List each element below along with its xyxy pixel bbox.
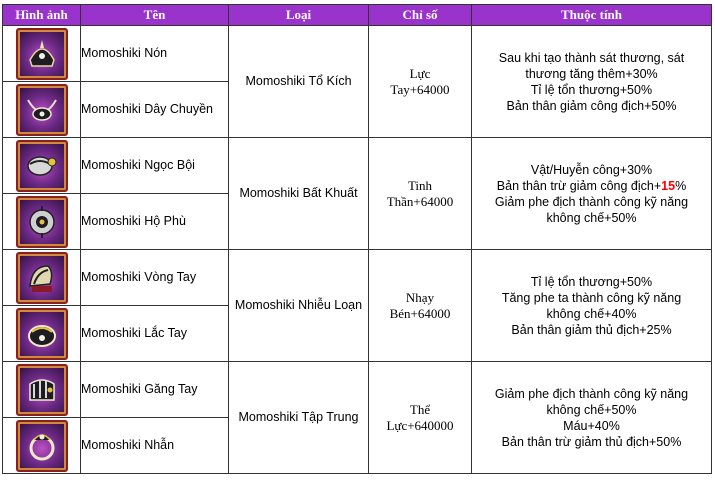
table-row — [3, 250, 712, 306]
item-attributes — [472, 26, 712, 138]
attribute-line: không chế+40% — [546, 306, 637, 321]
attribute-line: Bản thân giảm thủ địch+25% — [511, 322, 672, 337]
attribute-line: Giảm phe địch thành công kỹ năng — [494, 194, 689, 209]
stat-line: Thể — [409, 401, 431, 417]
stat-line: Bén+64000 — [389, 305, 451, 321]
item-attributes — [472, 138, 712, 250]
header-type: Loại — [229, 5, 369, 26]
item-image-cell — [3, 82, 81, 138]
table-row — [3, 138, 712, 194]
stat-line: Tinh — [407, 177, 433, 193]
header-row — [3, 5, 712, 26]
item-image-cell — [3, 306, 81, 362]
table-row — [3, 362, 712, 418]
item-type: Momoshiki Bất Khuất — [229, 138, 369, 250]
item-name: Momoshiki Lắc Tay — [81, 306, 229, 362]
attribute-line: Bản thân trừ giảm thủ địch+50% — [501, 434, 682, 449]
item-name: Momoshiki Dây Chuyền — [81, 82, 229, 138]
attribute-text: Bản thân trừ giảm công địch+ — [496, 178, 662, 193]
bracelet-icon — [16, 252, 68, 304]
item-stat — [369, 250, 472, 362]
table-row — [3, 26, 712, 82]
attribute-line — [472, 178, 711, 194]
glove-icon — [16, 364, 68, 416]
helmet-icon — [16, 28, 68, 80]
stat-line: Nhạy — [405, 289, 435, 305]
item-name: Momoshiki Nhẫn — [81, 418, 229, 474]
stat-line: Tay+64000 — [390, 81, 450, 97]
ring-icon — [16, 420, 68, 472]
attribute-line: Bản thân giảm công địch+50% — [506, 98, 677, 113]
item-name: Momoshiki Ngọc Bội — [81, 138, 229, 194]
item-name: Momoshiki Hộ Phù — [81, 194, 229, 250]
item-stat — [369, 26, 472, 138]
attribute-suffix: % — [675, 178, 687, 193]
header-image: Hình ảnh — [3, 5, 81, 26]
bangle-icon — [16, 308, 68, 360]
necklace-icon — [16, 84, 68, 136]
attribute-line: Tỉ lệ tổn thương+50% — [530, 274, 653, 289]
attribute-line: Sau khi tạo thành sát thương, sát — [498, 50, 685, 65]
stat-line: Lực+640000 — [386, 417, 454, 433]
header-stat: Chỉ số — [369, 5, 472, 26]
item-image-cell — [3, 138, 81, 194]
item-type: Momoshiki Nhiễu Loạn — [229, 250, 369, 362]
attribute-line: Tăng phe ta thành công kỹ năng — [501, 290, 682, 305]
item-type: Momoshiki Tổ Kích — [229, 26, 369, 138]
item-name: Momoshiki Vòng Tay — [81, 250, 229, 306]
attribute-line: không chế+50% — [546, 402, 637, 417]
stat-line: Lực — [409, 65, 431, 81]
item-name: Momoshiki Găng Tay — [81, 362, 229, 418]
pendant-icon — [16, 140, 68, 192]
attribute-line: không chế+50% — [546, 210, 637, 225]
item-stat — [369, 138, 472, 250]
item-image-cell — [3, 418, 81, 474]
item-image-cell — [3, 250, 81, 306]
attribute-line: Vật/Huyễn công+30% — [530, 162, 653, 177]
header-name: Tên — [81, 5, 229, 26]
attribute-line: thương tăng thêm+30% — [525, 66, 658, 81]
attribute-line: Máu+40% — [563, 418, 620, 433]
header-attribute: Thuộc tính — [472, 5, 712, 26]
stat-line: Thần+64000 — [386, 193, 454, 209]
item-stat — [369, 362, 472, 474]
attribute-line: Tỉ lệ tổn thương+50% — [530, 82, 653, 97]
item-attributes — [472, 362, 712, 474]
item-type: Momoshiki Tập Trung — [229, 362, 369, 474]
amulet-icon — [16, 196, 68, 248]
item-image-cell — [3, 362, 81, 418]
item-name: Momoshiki Nón — [81, 26, 229, 82]
item-image-cell — [3, 194, 81, 250]
item-image-cell — [3, 26, 81, 82]
equipment-table — [2, 4, 712, 474]
attribute-line: Giảm phe địch thành công kỹ năng — [494, 386, 689, 401]
item-attributes — [472, 250, 712, 362]
attribute-highlight: 15 — [661, 178, 676, 193]
